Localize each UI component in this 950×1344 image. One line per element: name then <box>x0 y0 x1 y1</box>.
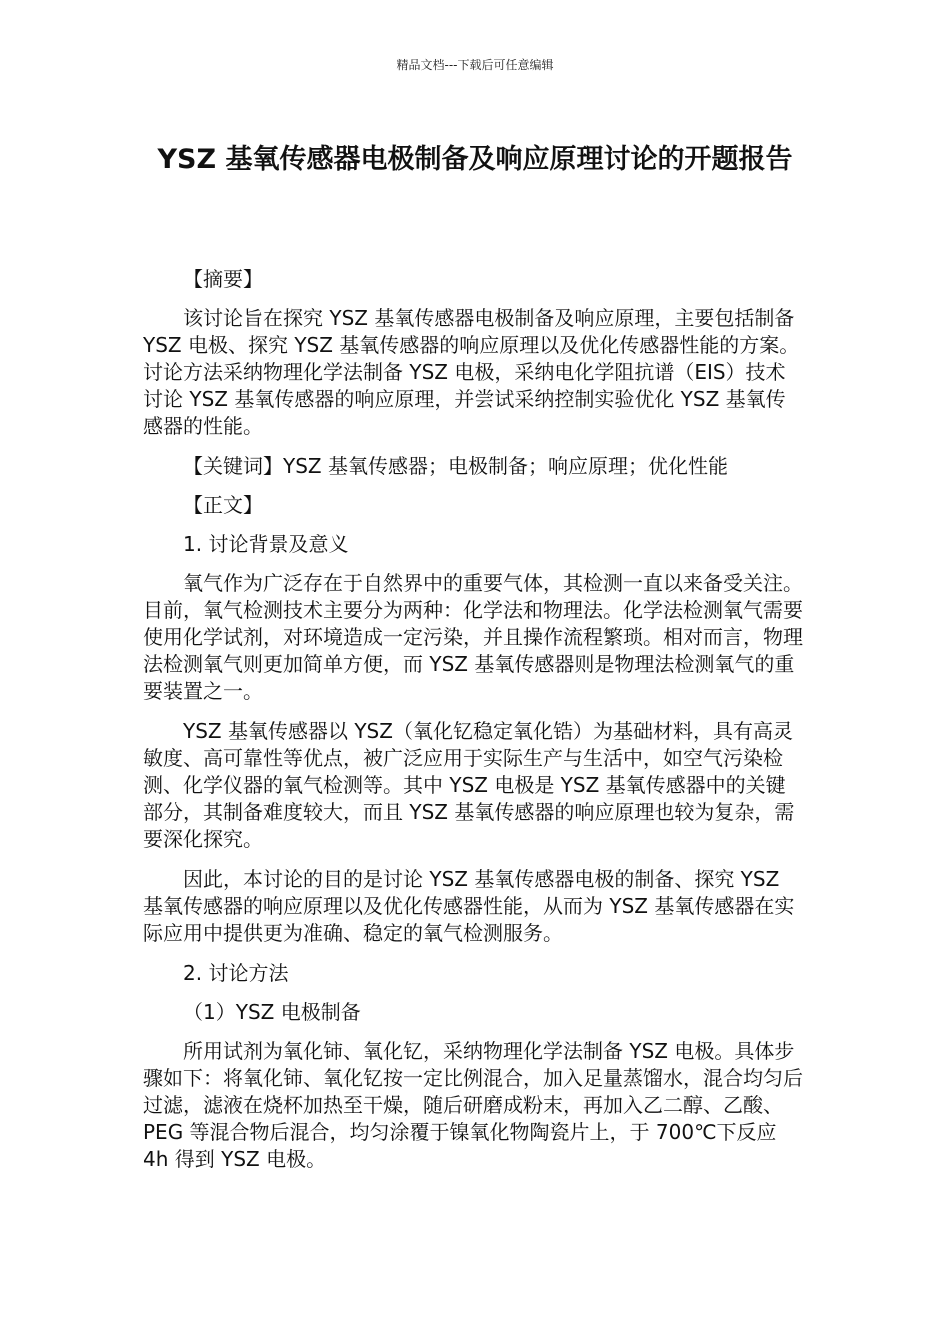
section-heading-background: 1. 讨论背景及意义 <box>183 532 349 556</box>
header-note: 精品文档---下载后可任意编辑 <box>396 58 554 72</box>
document-title: YSZ 基氧传感器电极制备及响应原理讨论的开题报告 <box>157 144 793 175</box>
body-heading: 【正文】 <box>183 493 263 517</box>
abstract-paragraph: 该讨论旨在探究 YSZ 基氧传感器电极制备及响应原理，主要包括制备 YSZ 电极、探究 YSZ 基氧传感器的响应原理以及优化传感器性能的方案。讨论方法采纳物理化学法制备 YSZ 电极，采纳电化学阻抗谱（EIS）技术讨论 YSZ 基氧传感器的响应原理，并尝试采纳控制实验优化 YSZ 基氧传感器的性能。 <box>143 306 800 438</box>
document-body <box>143 266 803 1186</box>
background-paragraph-2: YSZ 基氧传感器以 YSZ（氧化钇稳定氧化锆）为基础材料，具有高灵敏度、高可靠性等优点，被广泛应用于实际生产与生活中，如空气污染检测、化学仪器的氧气检测等。其中 YSZ 电极是 YSZ 基氧传感器中的关键部分，其制备难度较大，而且 YSZ 基氧传感器的响应原理也较为复杂，需要深化探究。 <box>143 719 795 851</box>
background-paragraph-3: 因此，本讨论的目的是讨论 YSZ 基氧传感器电极的制备、探究 YSZ 基氧传感器的响应原理以及优化传感器性能，从而为 YSZ 基氧传感器在实际应用中提供更为准确、稳定的氧气检测服务。 <box>143 867 795 945</box>
background-paragraph-1: 氧气作为广泛存在于自然界中的重要气体，其检测一直以来备受关注。目前，氧气检测技术主要分为两种：化学法和物理法。化学法检测氧气需要使用化学试剂，对环境造成一定污染，并且操作流程繁琐。相对而言，物理法检测氧气则更加简单方便，而 YSZ 基氧传感器则是物理法检测氧气的重要装置之一。 <box>143 571 803 703</box>
keywords-paragraph: 【关键词】YSZ 基氧传感器；电极制备；响应原理；优化性能 <box>183 454 728 478</box>
abstract-heading: 【摘要】 <box>183 267 263 291</box>
electrode-paragraph: 所用试剂为氧化铈、氧化钇，采纳物理化学法制备 YSZ 电极。具体步骤如下：将氧化铈、氧化钇按一定比例混合，加入足量蒸馏水，混合均匀后过滤，滤液在烧杯加热至干燥，随后研磨成粉末，再加入乙二醇、乙酸、PEG 等混合物后混合，均匀涂覆于镍氧化物陶瓷片上，于 700℃下反应 4h 得到 YSZ 电极。 <box>143 1039 803 1171</box>
subsection-heading-electrode: （1）YSZ 电极制备 <box>183 1000 361 1024</box>
section-heading-methods: 2. 讨论方法 <box>183 961 289 985</box>
